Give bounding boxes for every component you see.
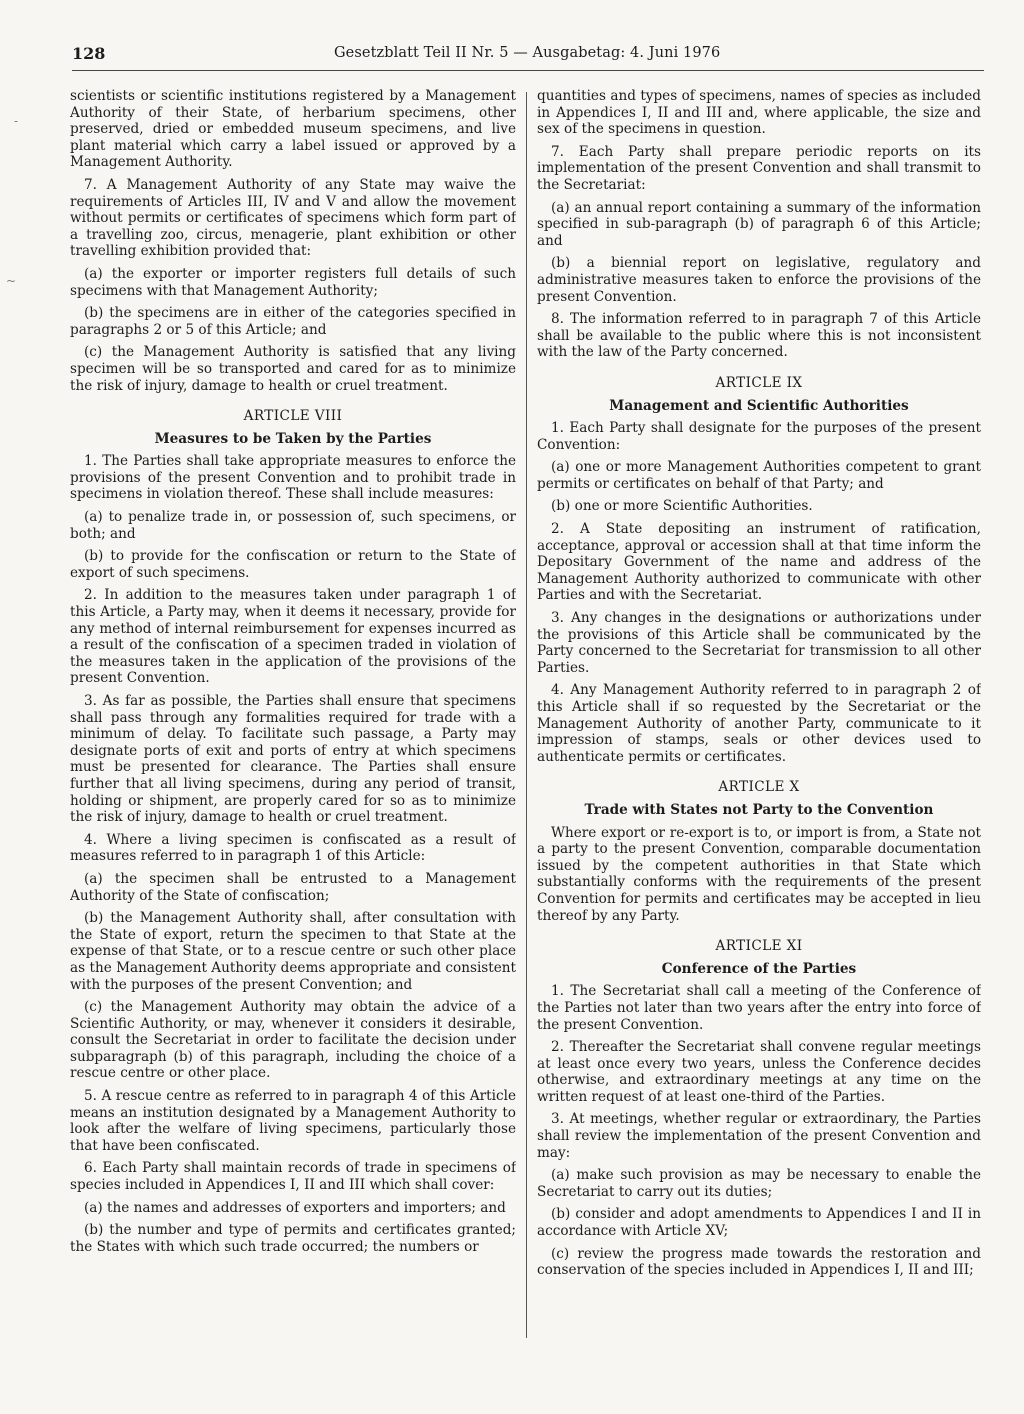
margin-mark: - [14,114,19,128]
paragraph: (b) to provide for the confiscation or return to the State of export of such specimens. [70,548,516,581]
paragraph: (b) consider and adopt amendments to Appendices I and II in accordance with Article XV; [537,1206,981,1240]
header-rule [72,70,984,71]
paragraph: Where export or re-export is to, or import is from, a State not a party to the present Convention, comparable documentation issued by the competent authorities in that State which substantially conforms with the requirements of the present Convention for permits and certificates may be accepted in lieu thereof by any Party. [537,824,981,924]
paragraph: (c) review the progress made towards the restoration and conservation of the species included in Appendices I, II and III; [537,1245,981,1279]
page-header [72,44,984,68]
paragraph: 1. Each Party shall designate for the purposes of the present Convention: [537,420,981,453]
paragraph: (a) the exporter or importer registers full details of such specimens with that Management Authority; [70,265,516,299]
paragraph: (a) to penalize trade in, or possession of, such specimens, or both; and [70,509,516,542]
column-divider [526,92,527,1338]
paragraph: (b) a biennial report on legislative, regulatory and administrative measures taken to enforce the provisions of the present Convention. [537,255,981,305]
paragraph: 1. The Parties shall take appropriate measures to enforce the provisions of the present Convention and to prohibit trade in specimens in violation thereof. These shall include measures: [70,453,516,503]
paragraph: 1. The Secretariat shall call a meeting of the Conference of the Parties not later than two years after the entry into force of the present Convention. [537,983,981,1033]
article-subheading: Management and Scientific Authorities [609,397,909,414]
paragraph: 2. Thereafter the Secretariat shall convene regular meetings at least once every two years, unless the Conference decides otherwise, and extraordinary meetings at any time on the written request of at least one-third of the Parties. [537,1039,981,1105]
article-heading: ARTICLE IX [715,374,803,391]
paragraph: scientists or scientific institutions registered by a Management Authority of their State, of herbarium specimens, other preserved, dried or embedded museum specimens, and live plant material which carry a label issued or approved by a Management Authority. [70,88,516,171]
paragraph: (b) one or more Scientific Authorities. [551,498,813,515]
paragraph: 2. In addition to the measures taken under paragraph 1 of this Article, a Party may, when it deems it necessary, provide for any method of internal reimbursement for expenses incurred as a result of the confiscation of a specimen traded in violation of the measures taken in the application of the provisions of the present Convention. [70,587,516,687]
paragraph: (a) the names and addresses of exporters and importers; and [84,1199,506,1216]
paragraph: (b) the specimens are in either of the categories specified in paragraphs 2 or 5 of this Article; and [70,305,516,338]
paragraph: 4. Any Management Authority referred to in paragraph 2 of this Article shall if so requested by the Secretariat or the Management Authority of another Party, communicate to it impression of stamps, seals or other devices used to authenticate permits or certificates. [537,682,981,765]
paragraph: (a) the specimen shall be entrusted to a Management Authority of the State of confiscation; [70,870,516,904]
paragraph: 3. Any changes in the designations or authorizations under the provisions of this Article shall be communicated by the Party concerned to the Secretariat for transmission to all other Parties. [537,610,981,676]
paragraph: (a) make such provision as may be necessary to enable the Secretariat to carry out its duties; [537,1167,981,1200]
paragraph: (a) an annual report containing a summary of the information specified in sub-paragraph (b) of paragraph 6 of this Article; and [537,199,981,249]
article-subheading: Measures to be Taken by the Parties [154,430,432,447]
article-heading: ARTICLE VIII [243,408,343,425]
paragraph: 2. A State depositing an instrument of ratification, acceptance, approval or accession shall at that time inform the Depositary Government of the name and address of the Management Authority authorized to communicate with other Parties and with the Secretariat. [537,521,981,604]
left-column [70,88,516,1368]
paragraph: 7. A Management Authority of any State may waive the requirements of Articles III, IV and V and allow the movement without permits or certificates of specimens which form part of a travelling zoo, circus, menagerie, plant exhibition or other travelling exhibition provided that: [70,176,516,260]
article-heading: ARTICLE XI [715,938,803,955]
paragraph: 5. A rescue centre as referred to in paragraph 4 of this Article means an institution designated by a Management Authority to look after the welfare of living specimens, particularly those that have been confiscated. [70,1088,516,1154]
margin-mark: ~ [6,274,17,288]
article-subheading: Trade with States not Party to the Convention [584,801,934,818]
paragraph: (a) one or more Management Authorities competent to grant permits or certificates on behalf of that Party; and [537,459,981,492]
paragraph: (b) the number and type of permits and certificates granted; the States with which such trade occurred; the numbers or [70,1222,516,1255]
article-heading: ARTICLE X [718,779,800,796]
paragraph: 3. As far as possible, the Parties shall ensure that specimens shall pass through any formalities required for trade with a minimum of delay. To facilitate such passage, a Party may designate ports of exit and ports of entry at which specimens must be presented for clearance. The Parties shall ensure further that all living specimens, during any period of transit, holding or shipment, are properly cared for so as to minimize the risk of injury, damage to health or cruel treatment. [70,693,516,826]
article-subheading: Conference of the Parties [661,960,857,977]
paragraph: 6. Each Party shall maintain records of trade in specimens of species included in Appendices I, II and III which shall cover: [70,1160,516,1194]
paragraph: (c) the Management Authority is satisfied that any living specimen will be so transported and cared for as to minimize the risk of injury, damage to health or cruel treatment. [70,344,516,394]
paragraph: (b) the Management Authority shall, after consultation with the State of export, return the specimen to that State at the expense of that State, or to a rescue centre or such other place as the Management Authority deems appropriate and consistent with the purposes of the present Convention; and [70,910,516,993]
paragraph: 4. Where a living specimen is confiscated as a result of measures referred to in paragraph 1 of this Article: [70,831,516,865]
header-title: Gesetzblatt Teil II Nr. 5 — Ausgabetag: 4. Juni 1976 [334,45,721,61]
page-number: 128 [72,44,106,63]
paragraph: 3. At meetings, whether regular or extraordinary, the Parties shall review the implementation of the present Convention and may: [537,1111,981,1161]
paragraph: 7. Each Party shall prepare periodic reports on its implementation of the present Convention and shall transmit to the Secretariat: [537,143,981,193]
right-column [537,88,981,1368]
paragraph: 8. The information referred to in paragraph 7 of this Article shall be available to the public where this is not inconsistent with the law of the Party concerned. [537,311,981,361]
paragraph: (c) the Management Authority may obtain the advice of a Scientific Authority, or may, whenever it considers it desirable, consult the Secretariat in order to facilitate the decision under subparagraph (b) of this paragraph, including the choice of a rescue centre or other place. [70,999,516,1082]
paragraph: quantities and types of specimens, names of species as included in Appendices I, II and III and, where applicable, the size and sex of the specimens in question. [537,88,981,138]
